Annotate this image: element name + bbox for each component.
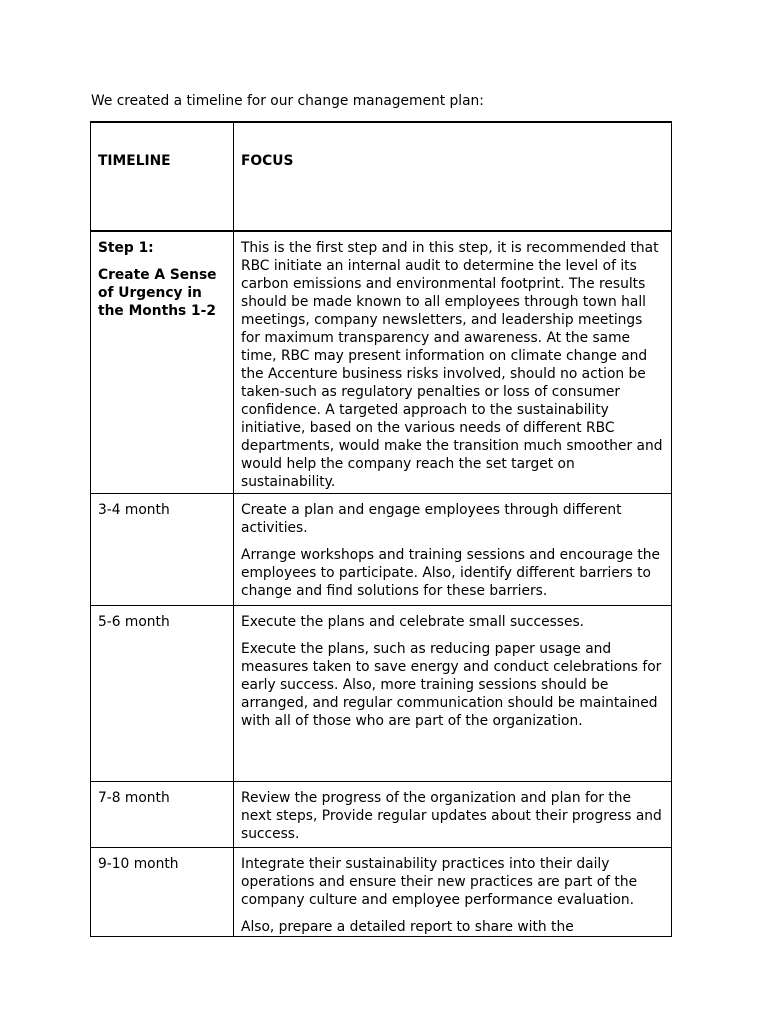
table-row bbox=[91, 606, 672, 782]
focus-cell bbox=[234, 782, 672, 848]
timeline-cell: 7-8 month bbox=[91, 782, 234, 848]
table-row bbox=[91, 848, 672, 937]
focus-paragraph: This is the first step and in this step, it is recommended that RBC initiate an internal audit to determine the level of its carbon emissions and environmental footprint. The results should be made known to all employees through town hall meetings, company newsletters, and leadership meetings for maximum transparency and awareness. At the same time, RBC may present information on climate change and the Accenture business risks involved, should no action be taken-such as regulatory penalties or loss of consumer confidence. A targeted approach to the sustainability initiative, based on the various needs of different RBC departments, would make the transition much smoother and would help the company reach the set target on sustainability. bbox=[241, 240, 663, 490]
table-row bbox=[91, 231, 672, 494]
timeline-cell: 9-10 month bbox=[91, 848, 234, 937]
table-row bbox=[91, 494, 672, 606]
focus-paragraph: Execute the plans, such as reducing paper usage and measures taken to save energy and conduct celebrations for early success. Also, more training sessions should be arranged, and regular communication should be maintained with all of those who are part of the organization. bbox=[241, 641, 662, 729]
timeline-cell: 5-6 month bbox=[91, 606, 234, 782]
header-timeline: TIMELINE bbox=[91, 122, 234, 231]
timeline-cell: 3-4 month bbox=[91, 494, 234, 606]
focus-cell bbox=[234, 231, 672, 494]
timeline-table bbox=[90, 121, 672, 937]
intro-text: We created a timeline for our change management plan: bbox=[91, 93, 484, 109]
focus-cell bbox=[234, 606, 672, 782]
table-header-row bbox=[91, 122, 672, 231]
header-focus: FOCUS bbox=[234, 122, 672, 231]
step-title: Step 1: bbox=[98, 240, 154, 256]
timeline-cell bbox=[91, 231, 234, 494]
focus-paragraph: Create a plan and engage employees through different activities. bbox=[241, 502, 622, 536]
focus-cell bbox=[234, 848, 672, 937]
focus-paragraph: Execute the plans and celebrate small successes. bbox=[241, 614, 585, 630]
focus-paragraph: Arrange workshops and training sessions and encourage the employees to participate. Also, identify different barriers to change and find solutions for these barriers. bbox=[241, 547, 661, 599]
focus-cell bbox=[234, 494, 672, 606]
table-row bbox=[91, 782, 672, 848]
focus-paragraph: Also, prepare a detailed report to share with the bbox=[241, 919, 574, 935]
step-subtitle: Create A Sense of Urgency in the Months 1-2 bbox=[98, 267, 217, 319]
focus-paragraph: Review the progress of the organization and plan for the next steps, Provide regular updates about their progress and success. bbox=[241, 790, 662, 842]
focus-paragraph: Integrate their sustainability practices into their daily operations and ensure their new practices are part of the company culture and employee performance evaluation. bbox=[241, 856, 638, 908]
